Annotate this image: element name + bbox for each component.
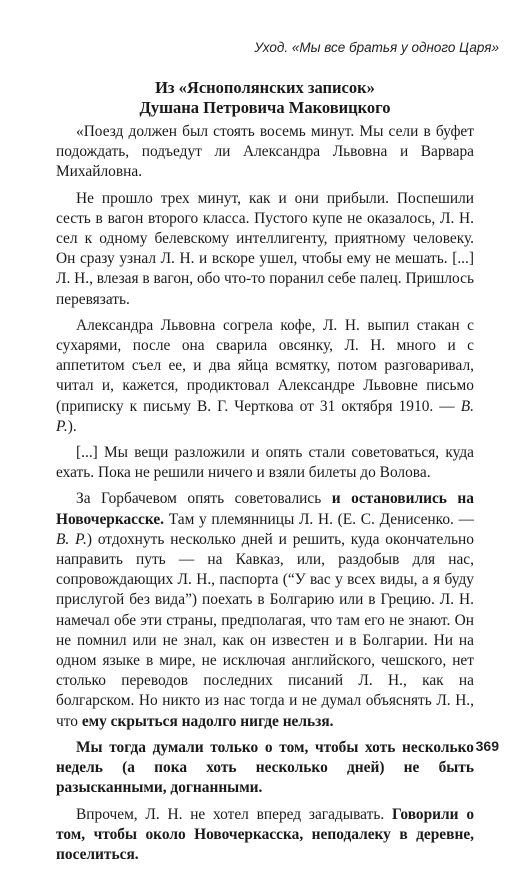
paragraph [56, 122, 474, 183]
page-number: 369 [475, 738, 499, 754]
text-run: Александра Львовна согрела кофе, Л. Н. выпил стакан с сухарями, после она сварила овсянку, Л. Н. много и с аппетитом съел ее, и два яйца всмятку, потом разговаривал, читал и, кажется, продиктовал Александре Львовне письмо (приписку к письму В. Г. Черткова от 31 октября 1910. — [56, 316, 474, 415]
text-run: Не прошло трех минут, как и они прибыли. Поспешили сесть в вагон второго класса. Пустого купе не оказалось, Л. Н. сел к одному белевскому интеллигенту, приятному человеку. Он сразу узнал Л. Н. и вскоре ушел, чтобы ему не мешать. [...] Л. Н., влезая в вагон, обо что-то поранил себе палец. Пришлось перевязать. [56, 189, 474, 308]
body-text [56, 122, 474, 865]
paragraph [56, 805, 474, 866]
text-run: ). [67, 417, 77, 435]
bold-text: и остановились на Новочеркасске. [56, 490, 474, 528]
text-run: [...] Мы вещи разложили и опять стали советоваться, куда ехать. Пока не решили ничего и взяли билеты до Волова. [56, 444, 474, 482]
text-run: Впрочем, Л. Н. не хотел вперед загадывать. [76, 805, 392, 823]
text-run: Там у племянницы Л. Н. (Е. С. Денисенко. — [164, 510, 474, 528]
bold-text: Мы тогда думали только о том, чтобы хоть несколько недель (а пока хоть несколько дней) не быть разысканными, догнанными. [56, 738, 474, 797]
text-run: ) отдохнуть несколько дней и решить, куда окончательно направить путь — на Кавказ, или, раздобыв для нас, сопровождающих Л. Н., паспорта (“У вас у всех виды, а я буду прислугой без вида”) поехать в Болгарию или в Грецию. Л. Н. намечал обе эти страны, предполагая, что там его не знают. Он не помнил или не знал, как он известен и в Болгарии. Ни на одном языке в мире, не исключая английского, чешского, нет столько переводов последних писаний Л. Н., как на болгарском. Но никто из нас тогда и не думал объяснять Л. Н., что [56, 530, 474, 730]
section-title [56, 78, 474, 118]
bold-text: ему скрыться надолго нигде нельзя. [81, 712, 334, 730]
text-run: За Горбачевом опять советовались [76, 490, 332, 508]
bold-text: Говорили о том, чтобы около Новочеркасска, неподалеку в деревне, поселиться. [56, 805, 475, 863]
section-title-line-1: Из «Яснополянских записок» [155, 78, 375, 97]
paragraph [56, 316, 474, 437]
text-run: «Поезд должен был стоять восемь минут. Мы сели в буфет подождать, подъедут ли Александра Львовна и Варвара Михайловна. [56, 123, 474, 181]
section-title-line-2: Душана Петровича Маковицкого [139, 98, 391, 117]
paragraph [56, 189, 474, 310]
italic-text: В. Р. [56, 397, 474, 435]
paragraph [56, 489, 474, 731]
paragraph [56, 738, 474, 799]
paragraph [56, 443, 474, 483]
running-head: Уход. «Мы все братья у одного Царя» [254, 40, 499, 55]
italic-text: В. Р. [56, 530, 87, 548]
page-content [56, 78, 474, 871]
